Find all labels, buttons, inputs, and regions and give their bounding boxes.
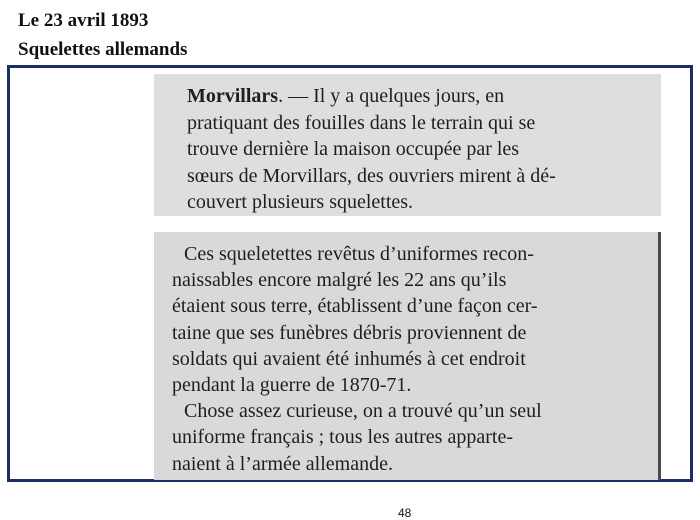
newspaper-clipping-1 — [154, 74, 661, 216]
clipping-line: taine que ses funèbres débris proviennent de — [172, 321, 527, 344]
clipping-text: . — Il y a quelques jours, en — [278, 85, 505, 107]
newspaper-clipping-2 — [154, 232, 661, 480]
clipping-place-name: Morvillars — [187, 85, 279, 107]
article-date: Le 23 avril 1893 — [18, 10, 149, 31]
clipping-line: pratiquant des fouilles dans le terrain qui se — [187, 111, 536, 134]
clipping-line: trouve dernière la maison occupée par les — [187, 138, 520, 160]
clipping-line: étaient sous terre, établissent d’une façon cer- — [172, 295, 538, 318]
clipping-line: pendant la guerre de 1870-71. — [172, 374, 412, 397]
clipping-line: Chose assez curieuse, on a trouvé qu’un seul — [184, 400, 542, 423]
page-number: 48 — [398, 506, 412, 520]
clipping-line: naissables encore malgré les 22 ans qu’ils — [172, 269, 507, 292]
clipping-line: Ces squeletettes revêtus d’uniformes recon- — [184, 243, 534, 265]
clipping-line: couvert plusieurs squelettes. — [187, 191, 414, 213]
clipping-line: soldats qui avaient été inhumés à cet endroit — [172, 347, 526, 370]
article-title: Squelettes allemands — [18, 39, 188, 60]
clipping-line: sœurs de Morvillars, des ouvriers mirent à dé- — [187, 164, 556, 187]
clipping-line — [187, 83, 661, 110]
clipping-line: naient à l’armée allemande. — [172, 452, 393, 475]
clipping-line: uniforme français ; tous les autres apparte- — [172, 426, 513, 449]
